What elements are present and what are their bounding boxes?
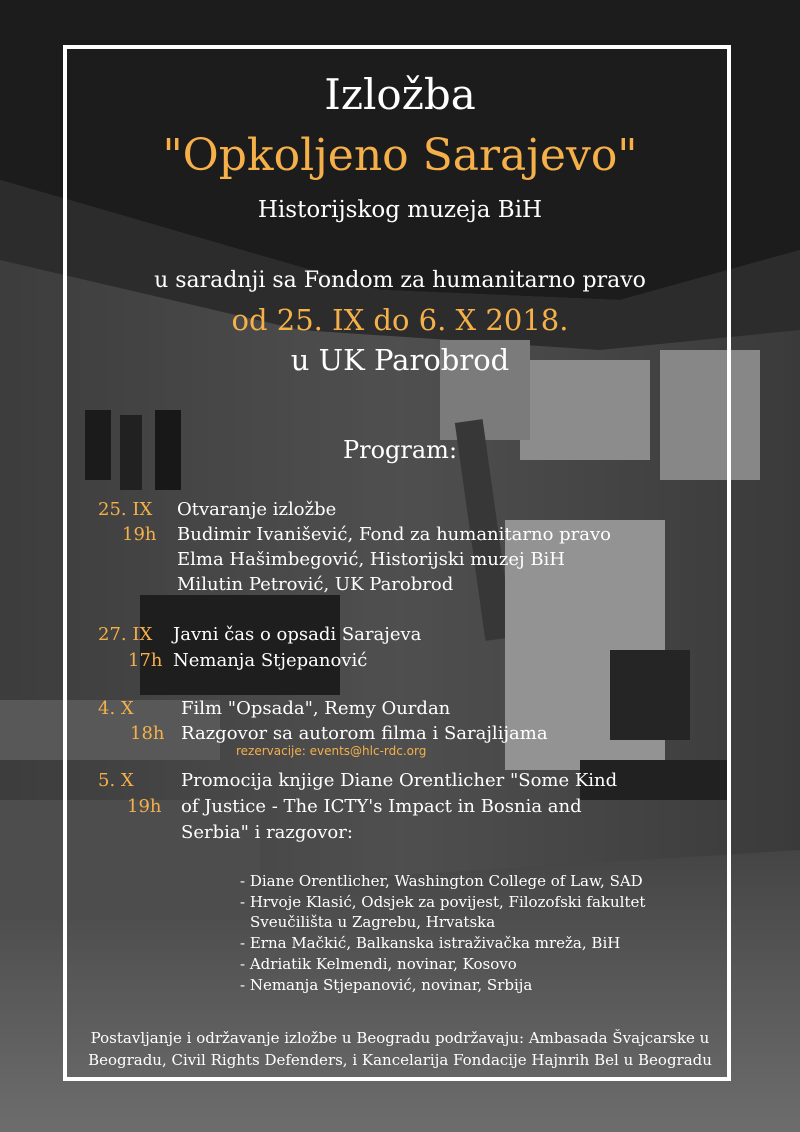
event-date: 4. X [98, 698, 134, 719]
event-line: of Justice - The ICTY's Impact in Bosnia and [181, 796, 582, 817]
event-time: 17h [128, 650, 163, 671]
event-time: 19h [127, 796, 162, 817]
event-line: Razgovor sa autorom filma i Sarajlijama [181, 723, 548, 744]
subtitle-partnership: u saradnji sa Fondom za humanitarno pravo [154, 268, 646, 293]
event-line: Promocija knjige Diane Orentlicher "Some Kind [181, 770, 618, 791]
participant: - Adriatik Kelmendi, novinar, Kosovo [240, 955, 517, 973]
event-line: Javni čas o opsadi Sarajeva [173, 624, 422, 645]
participant: - Hrvoje Klasić, Odsjek za povijest, Filozofski fakultet [240, 893, 646, 911]
participant: - Diane Orentlicher, Washington College of Law, SAD [240, 872, 643, 890]
event-time: 19h [122, 524, 157, 545]
event-line: Budimir Ivanišević, Fond za humanitarno pravo [177, 524, 611, 545]
participant: Sveučilišta u Zagrebu, Hrvatska [250, 913, 496, 931]
subtitle-venue: u UK Parobrod [290, 343, 510, 377]
event-line: Film "Opsada", Remy Ourdan [181, 698, 451, 719]
event-line: Otvaranje izložbe [177, 499, 337, 520]
participant: - Erna Mačkić, Balkanska istraživačka mreža, BiH [240, 934, 621, 952]
title-line-1: Izložba [324, 70, 476, 119]
reservation-note: rezervacije: events@hlc-rdc.org [236, 744, 427, 758]
event-date: 25. IX [98, 499, 153, 520]
event-line: Milutin Petrović, UK Parobrod [177, 574, 454, 595]
event-line: Elma Hašimbegović, Historijski muzej BiH [177, 549, 566, 570]
event-date: 27. IX [98, 624, 153, 645]
footer-line-1: Postavljanje i održavanje izložbe u Beogradu podržavaju: Ambasada Švajcarske u [90, 1029, 710, 1047]
participant: - Nemanja Stjepanović, novinar, Srbija [240, 976, 533, 994]
footer-line-2: Beogradu, Civil Rights Defenders, i Kancelarija Fondacije Hajnrih Bel u Beogradu [88, 1051, 712, 1069]
event-time: 18h [130, 723, 165, 744]
title-line-3: Historijskog muzeja BiH [257, 197, 543, 223]
event-line: Nemanja Stjepanović [173, 650, 368, 671]
program-heading: Program: [342, 436, 458, 464]
subtitle-dates: od 25. IX do 6. X 2018. [231, 303, 569, 337]
event-line: Serbia" i razgovor: [181, 822, 353, 843]
exhibition-name: "Opkoljeno Sarajevo" [162, 130, 638, 181]
event-date: 5. X [98, 770, 134, 791]
